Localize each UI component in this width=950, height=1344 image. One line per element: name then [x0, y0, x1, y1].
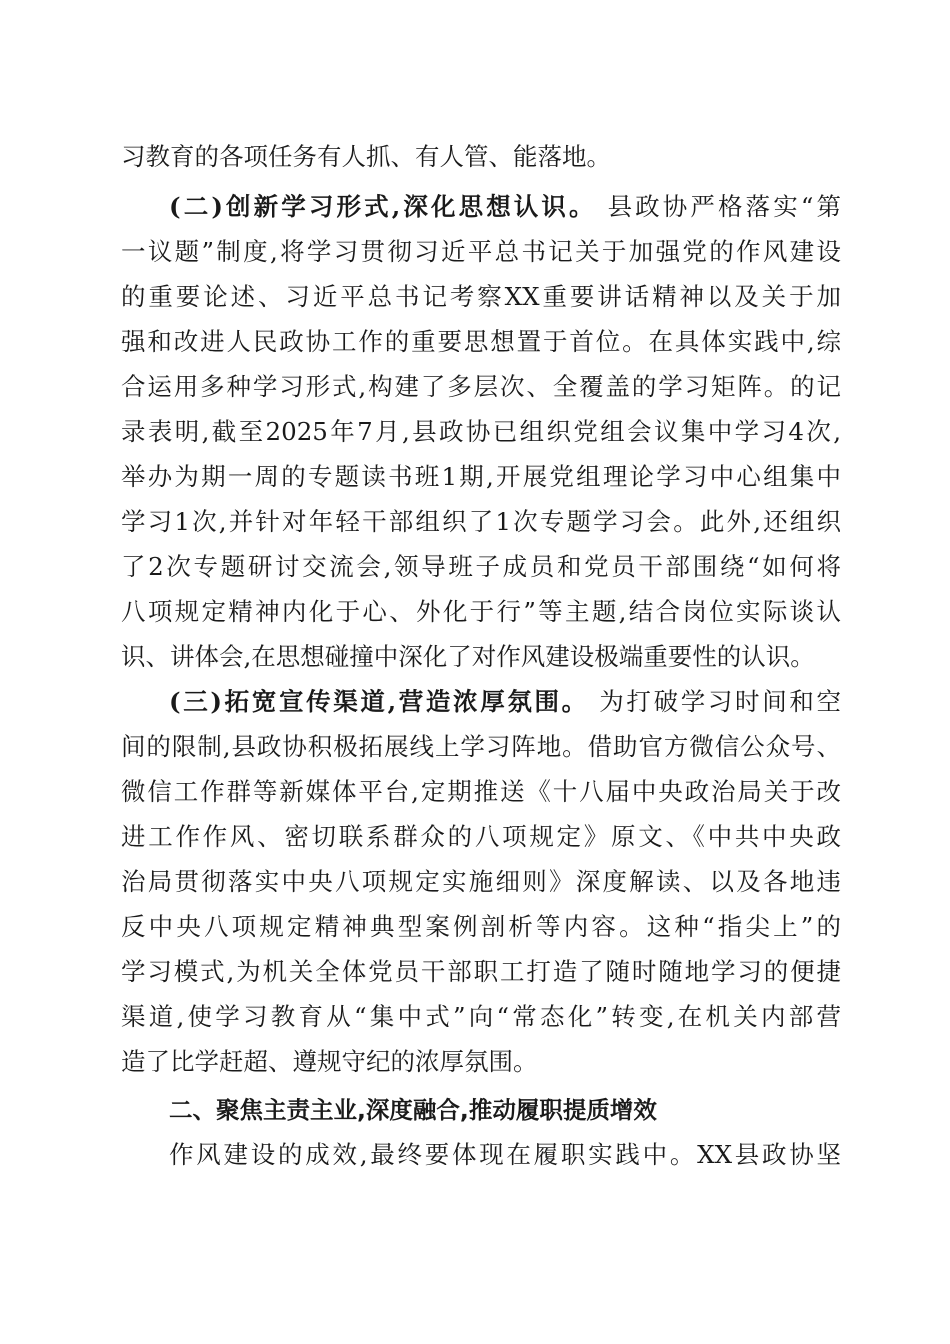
- text-line: 习教育的各项任务有人抓、有人管、能落地。: [121, 142, 611, 171]
- text-line: 间的限制,县政协积极拓展线上学习阵地。借助官方微信公众号、: [121, 732, 841, 761]
- text-line: 强和改进人民政协工作的重要思想置于首位。在具体实践中,综: [121, 327, 841, 356]
- text-line: 造了比学赶超、遵规守纪的浓厚氛围。: [121, 1047, 538, 1076]
- section-3-text: 为打破学习时间和空: [599, 687, 842, 716]
- section-3-title: (三)拓宽宣传渠道,营造浓厚氛围。: [169, 687, 589, 716]
- text-line: 录表明,截至2025年7月,县政协已组织党组会议集中学习4次,: [121, 417, 841, 446]
- text-line: 渠道,使学习教育从“集中式”向“常态化”转变,在机关内部营: [121, 1002, 841, 1031]
- section-2-title: (二)创新学习形式,深化思想认识。: [169, 192, 597, 221]
- text-line: 识、讲体会,在思想碰撞中深化了对作风建设极端重要性的认识。: [121, 642, 815, 671]
- text-line: 作风建设的成效,最终要体现在履职实践中。XX县政协坚: [169, 1140, 841, 1169]
- section-3-first-line: [169, 682, 841, 722]
- section-2-text: 县政协严格落实“第: [607, 192, 841, 221]
- text-line: 治局贯彻落实中央八项规定实施细则》深度解读、以及各地违: [121, 867, 841, 896]
- text-line: 微信工作群等新媒体平台,定期推送《十八届中央政治局关于改: [121, 777, 841, 806]
- text-line: 的重要论述、习近平总书记考察XX重要讲话精神以及关于加: [121, 282, 841, 311]
- text-line: 进工作作风、密切联系群众的八项规定》原文、《中共中央政: [121, 822, 841, 851]
- text-line: 一议题”制度,将学习贯彻习近平总书记关于加强党的作风建设: [121, 237, 841, 266]
- text-line: 八项规定精神内化于心、外化于行”等主题,结合岗位实际谈认: [121, 597, 841, 626]
- text-line: 合运用多种学习形式,构建了多层次、全覆盖的学习矩阵。的记: [121, 372, 841, 401]
- text-line: 了2次专题研讨交流会,领导班子成员和党员干部围绕“如何将: [121, 552, 841, 581]
- text-line: 反中央八项规定精神典型案例剖析等内容。这种“指尖上”的: [121, 912, 841, 941]
- text-line: 学习1次,并针对年轻干部组织了1次专题学习会。此外,还组织: [121, 507, 841, 536]
- section-heading: 二、聚焦主责主业,深度融合,推动履职提质增效: [169, 1096, 657, 1124]
- section-2-first-line: [169, 187, 841, 227]
- text-line: 举办为期一周的专题读书班1期,开展党组理论学习中心组集中: [121, 462, 841, 491]
- text-line: 学习模式,为机关全体党员干部职工打造了随时随地学习的便捷: [121, 957, 841, 986]
